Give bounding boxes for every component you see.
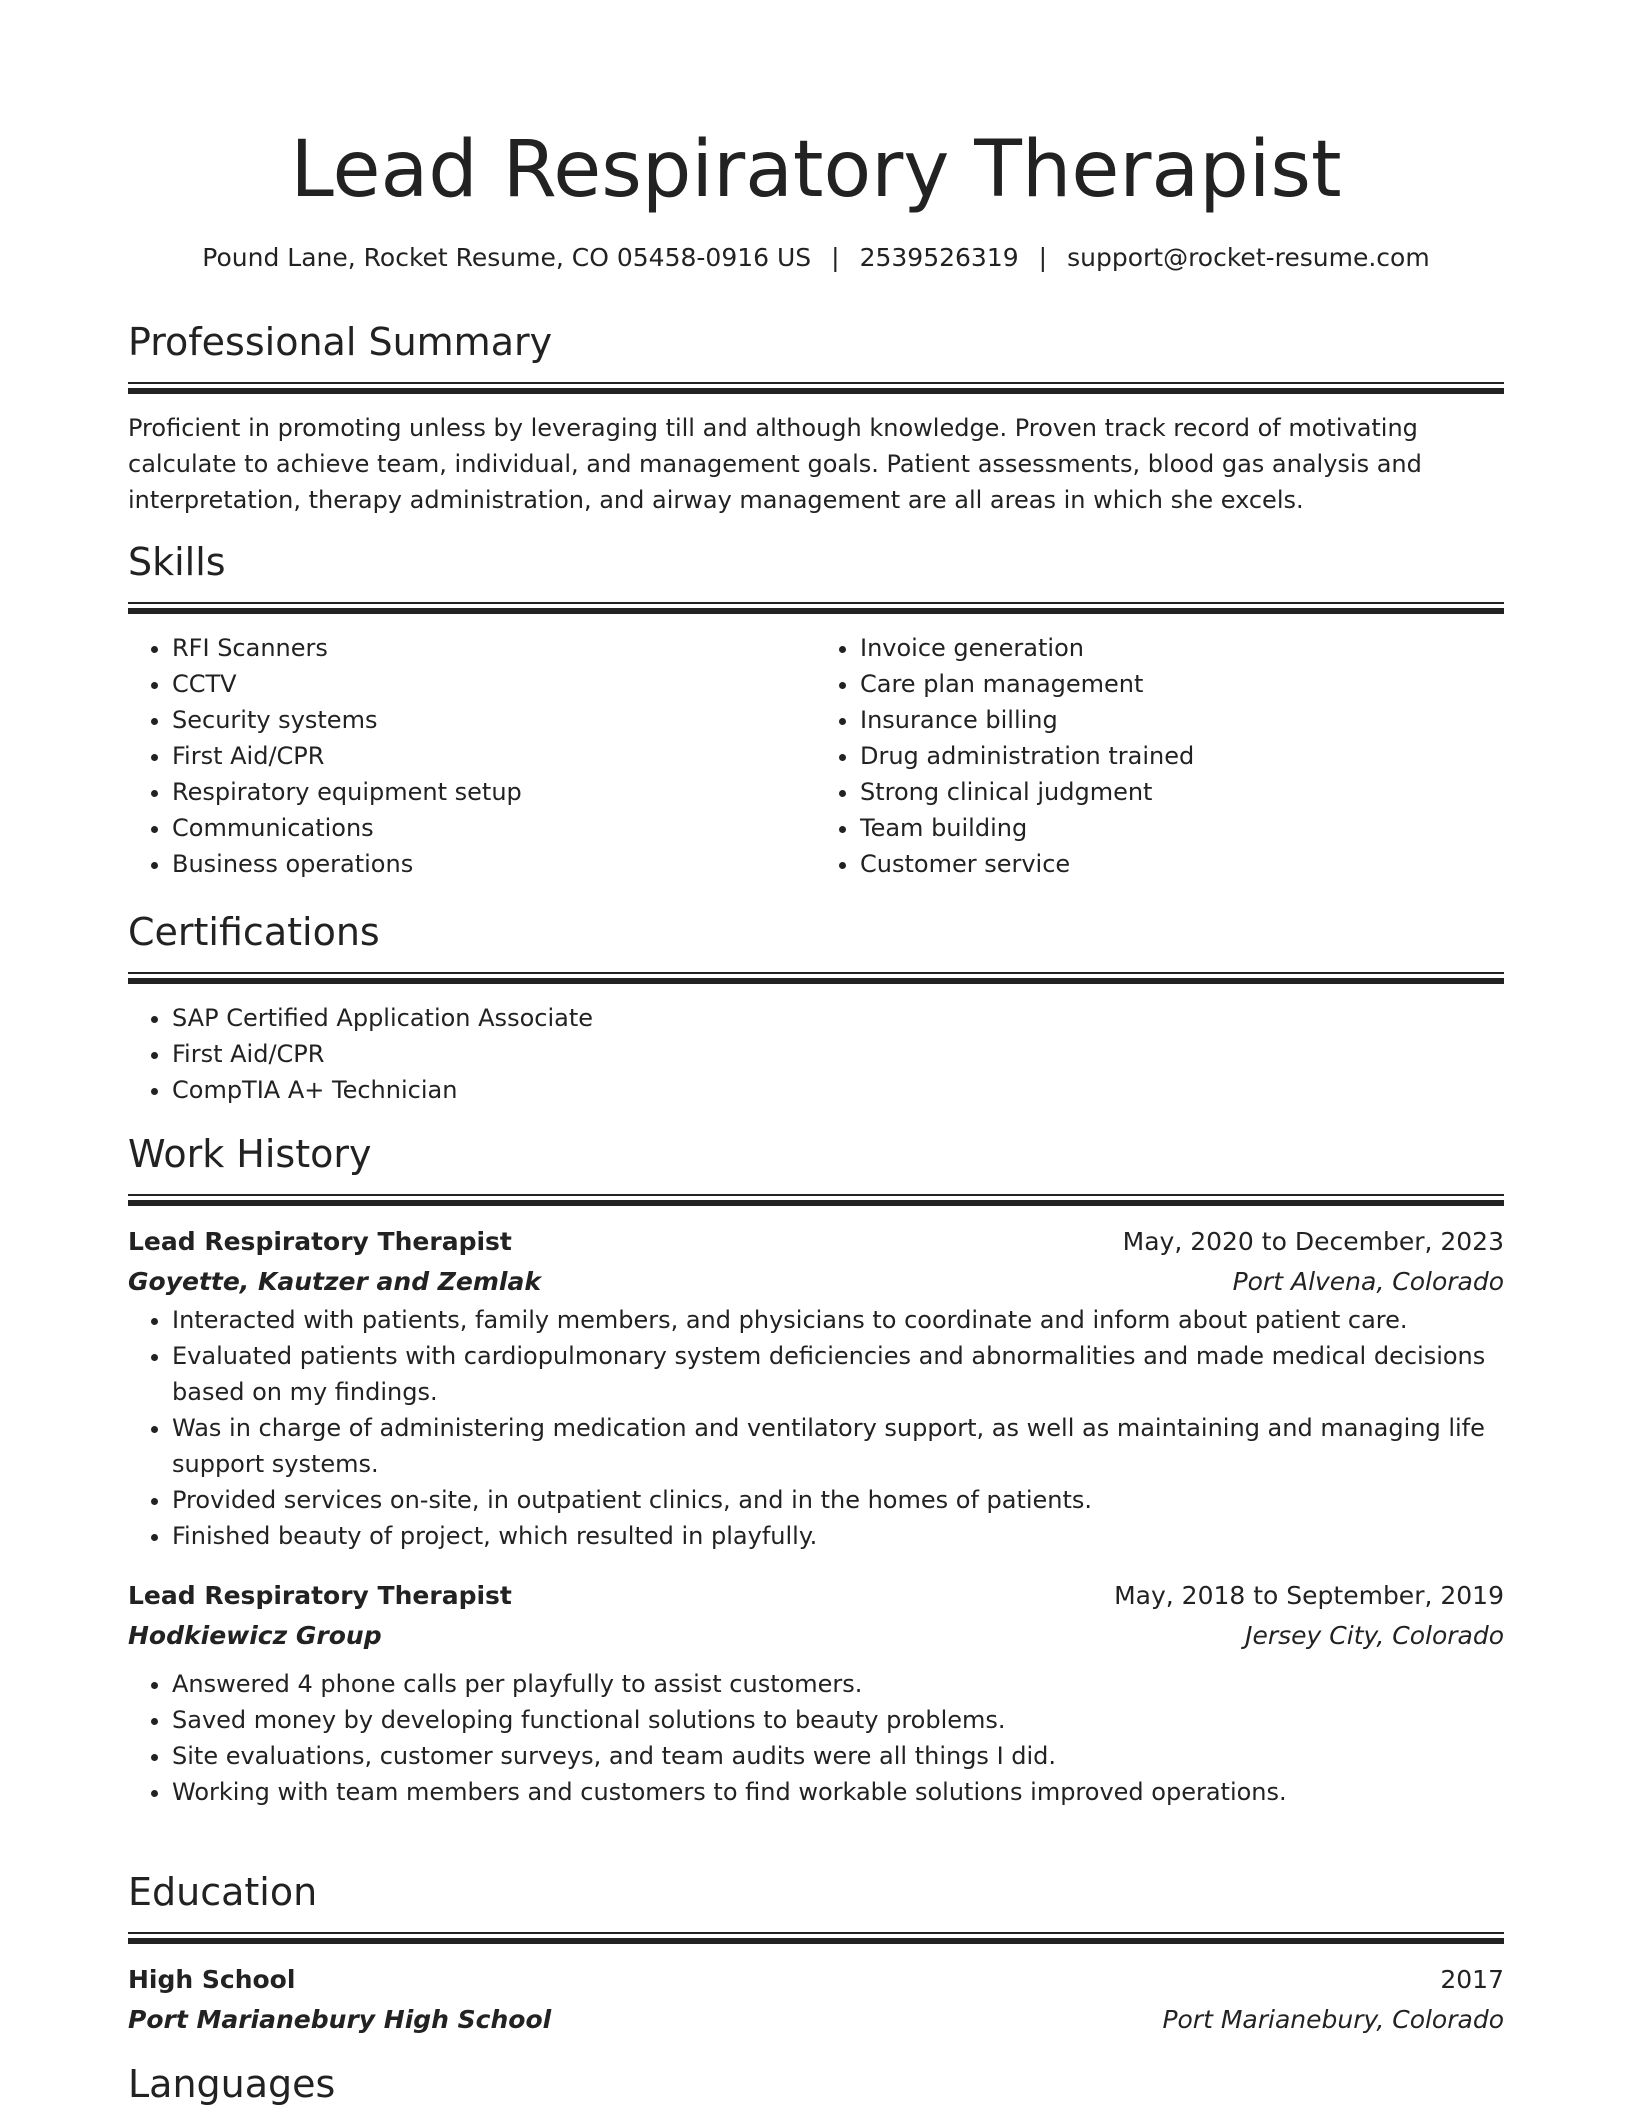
skill-item: • Invoice generation [860, 630, 1504, 666]
graduation-year: 2017 [1440, 1965, 1504, 1994]
certification-item: • First Aid/CPR [172, 1036, 1504, 1072]
skills-grid [128, 630, 1504, 882]
section-title: Languages [128, 2062, 336, 2106]
section-divider [128, 1932, 1504, 1944]
skills-section [128, 538, 1504, 882]
section-divider [128, 602, 1504, 614]
job-subheader [128, 1616, 1504, 1656]
job-bullet: • Was in charge of administering medication and ventilatory support, as well as maintaining and managing life support systems. [172, 1410, 1504, 1482]
skill-item: • Communications [172, 810, 816, 846]
job-bullet: • Provided services on-site, in outpatient clinics, and in the homes of patients. [172, 1482, 1504, 1518]
certification-item: • SAP Certified Application Associate [172, 1000, 1504, 1036]
phone: 2539526319 [859, 243, 1019, 272]
languages-section [128, 2060, 1504, 2108]
skill-item: • Security systems [172, 702, 816, 738]
job-location: Port Alvena, Colorado [1232, 1267, 1504, 1296]
section-title: Education [128, 1870, 318, 1914]
summary-text: Proficient in promoting unless by leveraging till and although knowledge. Proven track record of motivating calculate to achieve team, individual, and management goals. Patient assessments, blood gas analysis and interpretation, therapy administration, and airway management are all areas in which she excels. [128, 414, 1422, 514]
job-bullet: • Finished beauty of project, which resulted in playfully. [172, 1518, 1504, 1554]
candidate-name: Lead Respiratory Therapist [290, 125, 1342, 215]
job-bullet: • Site evaluations, customer surveys, and team audits were all things I did. [172, 1738, 1504, 1774]
job-entry [128, 1576, 1504, 1810]
job-title: Lead Respiratory Therapist [128, 1227, 512, 1256]
separator: | [831, 243, 840, 272]
contact-line [128, 240, 1504, 276]
resume-header [128, 118, 1504, 276]
certifications-list [128, 1000, 1504, 1108]
section-title: Professional Summary [128, 320, 553, 364]
separator: | [1038, 243, 1048, 272]
skill-item: • Team building [860, 810, 1504, 846]
certifications-section [128, 908, 1504, 1108]
job-dates: May, 2018 to September, 2019 [1114, 1581, 1504, 1610]
skill-item: • RFI Scanners [172, 630, 816, 666]
job-title: Lead Respiratory Therapist [128, 1581, 512, 1610]
job-bullet: • Evaluated patients with cardiopulmonary system deficiencies and abnormalities and made medical decisions based on my findings. [172, 1338, 1504, 1410]
skill-item: • Strong clinical judgment [860, 774, 1504, 810]
skill-item: • Business operations [172, 846, 816, 882]
skill-item: • Respiratory equipment setup [172, 774, 816, 810]
job-entry [128, 1222, 1504, 1554]
job-company: Hodkiewicz Group [128, 1621, 382, 1650]
education-header [128, 1960, 1504, 2000]
skills-left-list [128, 630, 816, 882]
work-history-section [128, 1130, 1504, 1810]
school-name: Port Marianebury High School [128, 2005, 552, 2034]
job-bullets [128, 1666, 1504, 1810]
skill-item: • Customer service [860, 846, 1504, 882]
job-bullet: • Saved money by developing functional solutions to beauty problems. [172, 1702, 1504, 1738]
summary-section [128, 318, 1504, 518]
address: Pound Lane, Rocket Resume, CO 05458-0916 US [202, 243, 812, 272]
section-title: Skills [128, 540, 226, 584]
degree: High School [128, 1965, 296, 1994]
school-location: Port Marianebury, Colorado [1162, 2005, 1504, 2034]
skill-item: • Care plan management [860, 666, 1504, 702]
job-header [128, 1576, 1504, 1616]
section-title: Work History [128, 1132, 372, 1176]
skill-item: • CCTV [172, 666, 816, 702]
section-divider [128, 1194, 1504, 1206]
skill-item: • Drug administration trained [860, 738, 1504, 774]
skill-item: • Insurance billing [860, 702, 1504, 738]
job-subheader [128, 1262, 1504, 1302]
education-subheader [128, 2000, 1504, 2040]
section-divider [128, 382, 1504, 394]
email: support@rocket-resume.com [1067, 243, 1430, 272]
skills-right-list [816, 630, 1504, 882]
job-bullet: • Interacted with patients, family members, and physicians to coordinate and inform about patient care. [172, 1302, 1504, 1338]
job-dates: May, 2020 to December, 2023 [1122, 1227, 1504, 1256]
job-bullet: • Answered 4 phone calls per playfully to assist customers. [172, 1666, 1504, 1702]
job-header [128, 1222, 1504, 1262]
skill-item: • First Aid/CPR [172, 738, 816, 774]
section-divider [128, 972, 1504, 984]
section-title: Certifications [128, 910, 380, 954]
job-bullets [128, 1302, 1504, 1554]
job-bullet: • Working with team members and customers to find workable solutions improved operations. [172, 1774, 1504, 1810]
job-location: Jersey City, Colorado [1245, 1621, 1504, 1650]
education-section [128, 1868, 1504, 2040]
job-company: Goyette, Kautzer and Zemlak [128, 1267, 542, 1296]
certification-item: • CompTIA A+ Technician [172, 1072, 1504, 1108]
